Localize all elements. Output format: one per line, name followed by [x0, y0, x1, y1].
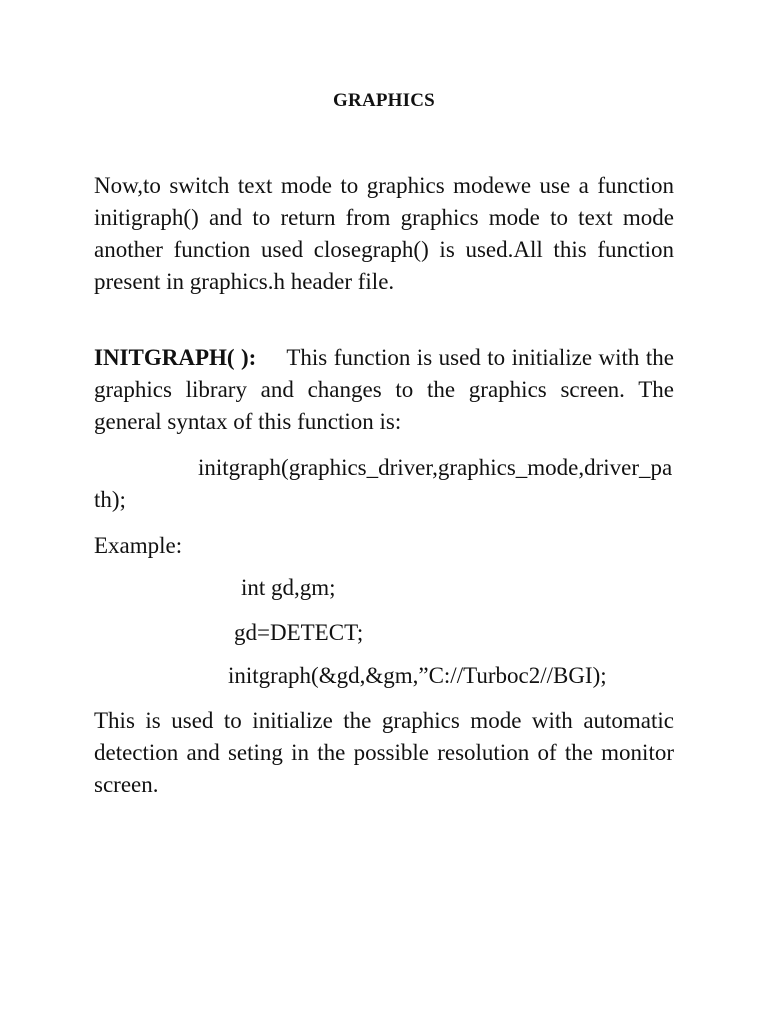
example-code-line: initgraph(&gd,&gm,”C://Turboc2//BGI); [228, 663, 607, 688]
initgraph-paragraph [94, 342, 674, 438]
page-title: GRAPHICS [333, 90, 435, 111]
example-code-line: gd=DETECT; [234, 620, 364, 645]
intro-paragraph: Now,to switch text mode to graphics modewe use a function initigraph() and to return from graphics mode to text mode another function used closegraph() is used.All this function present in graphics.h header file. [94, 173, 674, 294]
syntax-line: initgraph(graphics_driver,graphics_mode,driver_path); [94, 455, 673, 512]
example-label: Example: [94, 533, 183, 558]
example-code-line: int gd,gm; [241, 575, 336, 600]
closing-paragraph: This is used to initialize the graphics mode with automatic detection and seting in the possible resolution of the monitor screen. [94, 708, 674, 797]
initgraph-description: This function is used to initialize with the graphics library and changes to the graphics screen. The general syntax of this function is: [94, 345, 674, 434]
initgraph-heading: INITGRAPH( ): [94, 345, 257, 370]
